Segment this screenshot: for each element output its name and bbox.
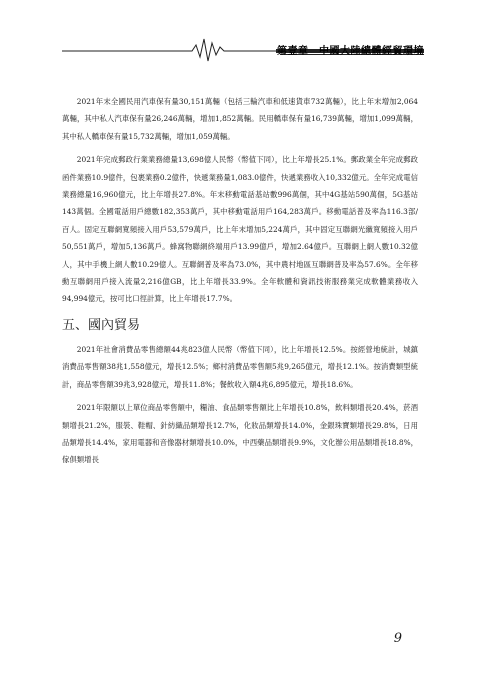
running-header xyxy=(62,36,424,62)
chapter-title: 第壹章 中國大陸總體經貿環境 xyxy=(277,46,424,57)
section-heading: 五、國內貿易 xyxy=(62,317,141,333)
paragraph-retail-categories: 2021年限額以上單位商品零售額中，糧油、食品類零售額比上年增長10.8%，飲料類增長20.4%，菸酒類增長21.2%，服裝、鞋帽、針紡織品類增長12.7%，化妝品類增長14.0%，金銀珠寶類增長29.8%，日用品類增長14.4%，家用電器和音像器材類增長10.0%，中西藥品類增長9.9%，文化辦公用品類增長18.8%，傢俱類增長 xyxy=(62,403,418,465)
paragraph-postal-telecom: 2021年完成郵政行業業務總量13,698億人民幣（幣值下同），比上年增長25.1%。郵政業全年完成郵政函件業務10.9億件，包裹業務0.2億件，快遞業務量1,083.0億件，快遞業務收入10,332億元。全年完成電信業務總量16,960億元，比上年增長27.8%。年末移動電話基站數996萬個，其中4G基站590萬個，5G基站143萬個。全國電話用戶總數182,353萬戶，其中移動電話用戶164,283萬戶。移動電話普及率為116.3部/百人。固定互聯網寬頻接入用戶53,579萬戶，比上年末增加5,224萬戶，其中固定互聯網光纖寬頻接入用戶50,551萬戶，增加5,136萬戶。蜂窩物聯網終端用戶13.99億戶，增加2.64億戶。互聯網上網人數10.32億人，其中手機上網人數10.29億人。互聯網普及率為73.0%，其中農村地區互聯網普及率為57.6%。全年移動互聯網用戶接入流量2,216億GB，比上年增長33.9%。全年軟體和資訊技術服務業完成軟體業務收入94,994億元，按可比口徑計算，比上年增長17.7%。 xyxy=(62,155,418,304)
paragraph-retail-total: 2021年社會消費品零售總額44兆823億人民幣（幣值下同），比上年增長12.5%。按經營地統計，城鎮消費品零售額38兆1,558億元，增長12.5%；鄉村消費品零售額5兆9,265億元，增長12.1%。按消費類型統計，商品零售額39兆3,928億元，增長11.8%；餐飲收入額4兆6,895億元，增長18.6%。 xyxy=(62,344,418,389)
page-number: 9 xyxy=(393,631,402,646)
page-body xyxy=(62,93,418,475)
paragraph-vehicles: 2021年末全國民用汽車保有量30,151萬輛（包括三輪汽車和低速貨車732萬輛），比上年末增加2,064萬輛，其中私人汽車保有量26,246萬輛，增加1,852萬輛。民用轎車保有量16,739萬輛，增加1,099萬輛，其中私人轎車保有量15,732萬輛，增加1,059萬輛。 xyxy=(62,97,418,141)
